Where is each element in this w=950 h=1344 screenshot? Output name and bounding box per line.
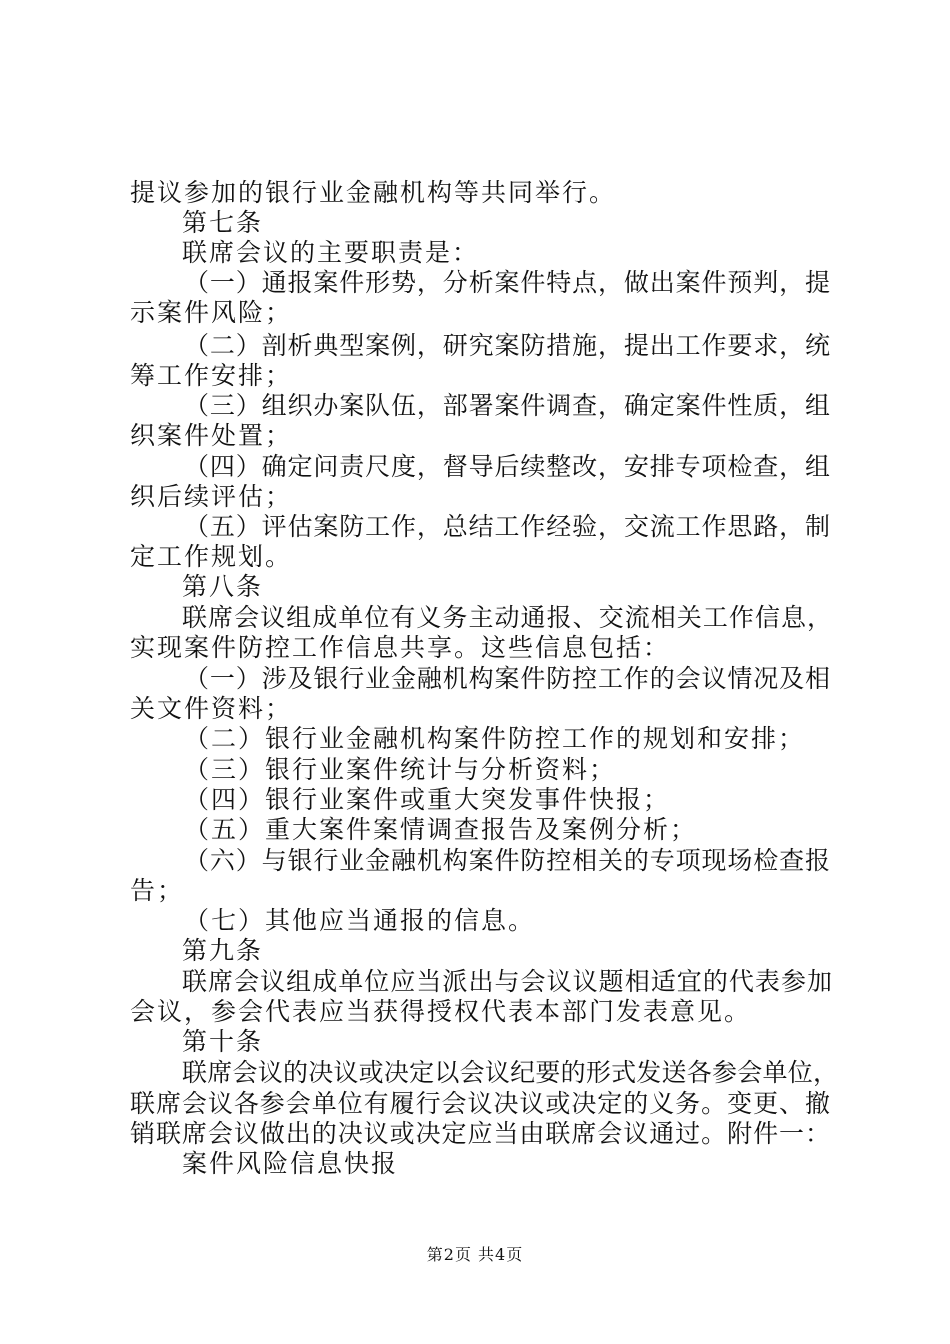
list-item: （五）重大案件案情调查报告及案例分析； (184, 815, 698, 844)
text-line: 示案件风险； (130, 298, 293, 327)
text-line: 会议，参会代表应当获得授权代表本部门发表意见。 (130, 997, 752, 1026)
list-item: （二）银行业金融机构案件防控工作的规划和安排； (184, 724, 806, 753)
text-line: 关文件资料； (130, 694, 293, 723)
text-line: 联席会议各参会单位有履行会议决议或决定的义务。变更、撤 (130, 1089, 830, 1118)
list-item: （六）与银行业金融机构案件防控相关的专项现场检查报 (184, 846, 830, 875)
list-item: （四）确定问责尺度，督导后续整改，安排专项检查，组 (184, 452, 830, 481)
text-line: 联席会议的决议或决定以会议纪要的形式发送各参会单位， (182, 1058, 838, 1087)
list-item: （一）通报案件形势，分析案件特点，做出案件预判，提 (184, 268, 830, 297)
article-heading: 第十条 (182, 1027, 264, 1056)
text-line: 联席会议组成单位有义务主动通报、交流相关工作信息， (182, 603, 832, 632)
text-line: 联席会议的主要职责是： (182, 238, 480, 267)
list-item: （五）评估案防工作，总结工作经验，交流工作思路，制 (184, 512, 830, 541)
list-item: （三）组织办案队伍，部署案件调查，确定案件性质，组 (184, 391, 830, 420)
article-heading: 第八条 (182, 572, 264, 601)
list-item: （七）其他应当通报的信息。 (184, 906, 536, 935)
text-line: 织后续评估； (130, 482, 293, 511)
list-item: （三）银行业案件统计与分析资料； (184, 755, 617, 784)
text-line: 定工作规划。 (130, 542, 293, 571)
text-line: 提议参加的银行业金融机构等共同举行。 (130, 178, 617, 207)
text-line: 联席会议组成单位应当派出与会议议题相适宜的代表参加 (182, 967, 832, 996)
text-line: 织案件处置； (130, 421, 293, 450)
text-line: 案件风险信息快报 (182, 1149, 399, 1178)
list-item: （四）银行业案件或重大突发事件快报； (184, 785, 671, 814)
article-heading: 第九条 (182, 936, 264, 965)
text-line: 筹工作安排； (130, 361, 293, 390)
text-line: 销联席会议做出的决议或决定应当由联席会议通过。附件一： (130, 1119, 830, 1148)
list-item: （一）涉及银行业金融机构案件防控工作的会议情况及相 (184, 664, 830, 693)
list-item: （二）剖析典型案例，研究案防措施，提出工作要求，统 (184, 331, 830, 360)
text-line: 实现案件防控工作信息共享。这些信息包括： (130, 633, 671, 662)
article-heading: 第七条 (182, 208, 264, 237)
text-line: 告； (130, 876, 185, 905)
page-number: 第2页 共4页 (426, 1245, 524, 1264)
